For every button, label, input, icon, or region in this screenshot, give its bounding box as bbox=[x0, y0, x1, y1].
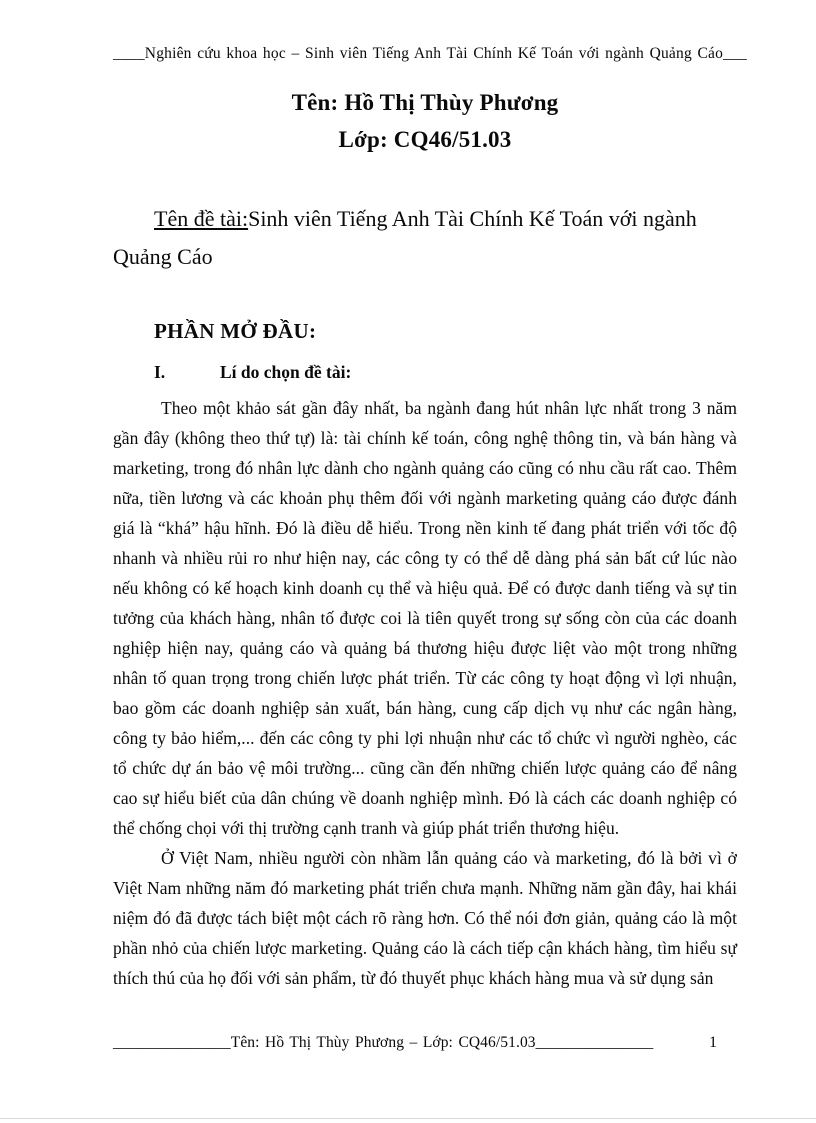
page-content bbox=[113, 0, 747, 993]
subject-title-block bbox=[113, 200, 737, 276]
running-header: ____Nghiên cứu khoa học – Sinh viên Tiếng Anh Tài Chính Kế Toán với ngành Quảng Cáo___ bbox=[113, 45, 747, 62]
section-numeral: I. bbox=[154, 362, 166, 382]
body-paragraph: Theo một khảo sát gần đây nhất, ba ngành đang hút nhân lực nhất trong 3 năm gần đây (không theo thứ tự) là: tài chính kế toán, công nghệ thông tin, và bán hàng và marketing, trong đó nhân lực dành cho ngành quảng cáo cũng có nhu cầu rất cao. Thêm nữa, tiền lương và các khoản phụ thêm đối với ngành marketing quảng cáo được đánh giá là “khá” hậu hĩnh. Đó là điều dễ hiểu. Trong nền kinh tế đang phát triển với tốc độ nhanh và nhiều rủi ro như hiện nay, các công ty có thể dễ dàng phá sản bất cứ lúc nào nếu không có kế hoạch kinh doanh cụ thể và hiệu quả. Để có được danh tiếng và sự tin tưởng của khách hàng, nhân tố được coi là tiên quyết trong sự sống còn của các doanh nghiệp hiện nay, quảng cáo và quảng bá thương hiệu được liệt vào một trong những nhân tố quan trọng trong chiến lược phát triển. Từ các công ty hoạt động vì lợi nhuận, bao gồm các doanh nghiệp sản xuất, bán hàng, cung cấp dịch vụ như các ngân hàng, công ty bảo hiểm,... đến các công ty phi lợi nhuận như các tổ chức vì người nghèo, các tổ chức dự án bảo vệ môi trường... cũng cần đến những chiến lược quảng cáo để nâng cao sự hiểu biết của dân chúng về doanh nghiệp mình. Đó là cách các doanh nghiệp có thể chống chọi với thị trường cạnh tranh và giúp phát triển thương hiệu. bbox=[113, 398, 737, 838]
body-paragraph: Ở Việt Nam, nhiều người còn nhầm lẫn quảng cáo và marketing, đó là bởi vì ở Việt Nam những năm đó marketing phát triển chưa mạnh. Những năm gần đây, hai khái niệm đó đã được tách biệt một cách rõ ràng hơn. Có thể nói đơn giản, quảng cáo là một phần nhỏ của chiến lược marketing. Quảng cáo là cách tiếp cận khách hàng, tìm hiểu sự thích thú của họ đối với sản phẩm, từ đó thuyết phục khách hàng mua và sử dụng sản bbox=[113, 848, 737, 988]
section-heading bbox=[154, 360, 737, 384]
part-heading: PHẦN MỞ ĐẦU: bbox=[154, 319, 317, 343]
page-bottom-edge bbox=[0, 1118, 816, 1119]
subject-label: Tên đề tài: bbox=[154, 206, 249, 231]
class-line: Lớp: CQ46/51.03 bbox=[338, 127, 512, 152]
running-footer bbox=[113, 1032, 743, 1053]
footer-text: _______________Tên: Hồ Thị Thùy Phương – Lớp: CQ46/51.03_______________ bbox=[113, 1034, 654, 1051]
section-title: Lí do chọn đề tài: bbox=[220, 362, 352, 382]
subject-value: Sinh viên Tiếng Anh Tài Chính Kế Toán với ngành Quảng Cáo bbox=[113, 206, 697, 269]
student-name-line: Tên: Hồ Thị Thùy Phương bbox=[291, 90, 559, 115]
page-number: 1 bbox=[709, 1034, 717, 1051]
